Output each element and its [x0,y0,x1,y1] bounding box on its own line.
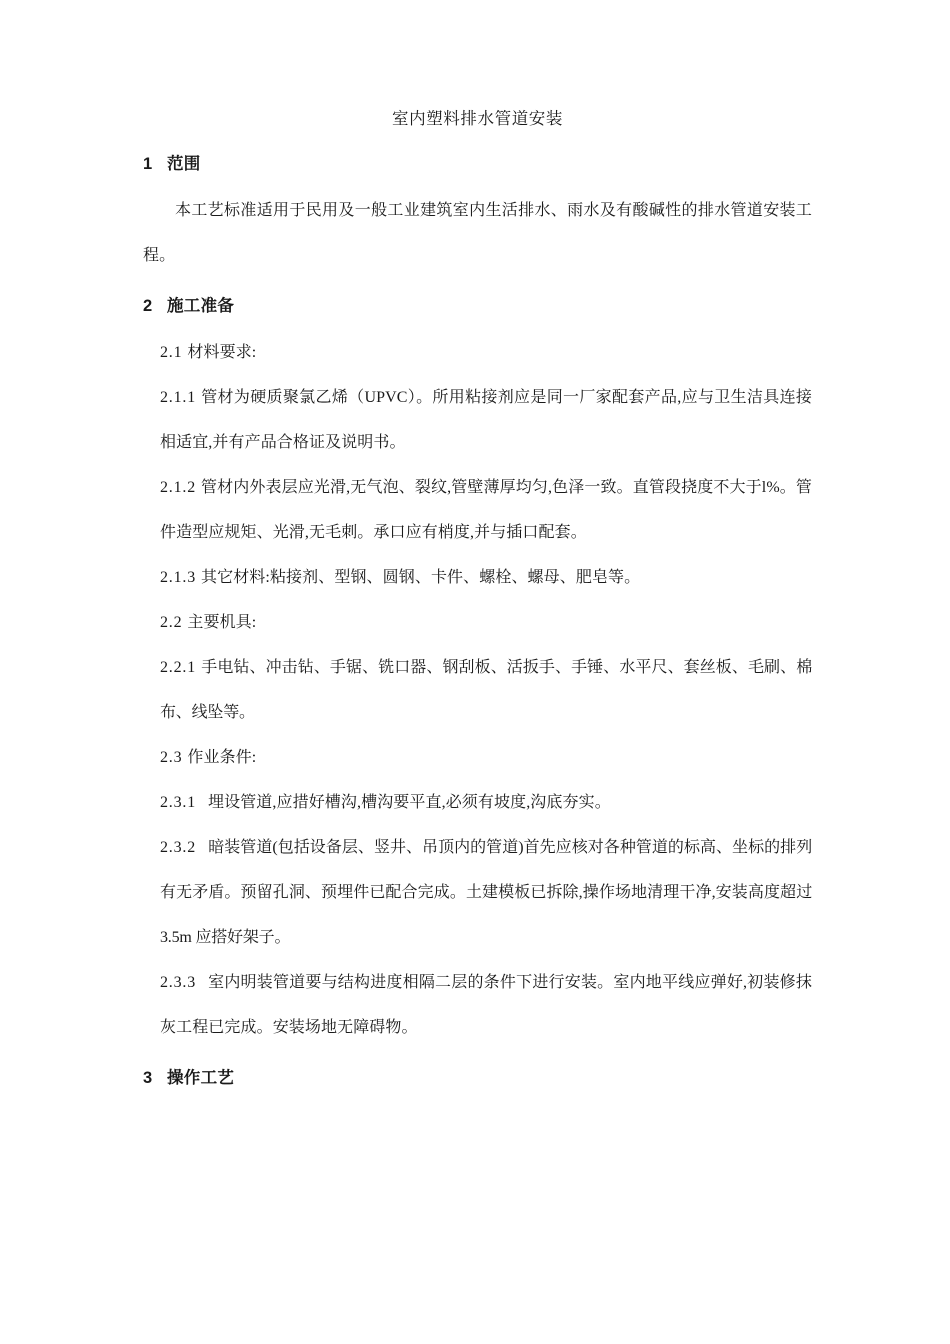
clause-text: 主要机具: [187,614,257,631]
section-number-3: 3 [143,1069,153,1087]
clause-number: 2.1.1 [160,389,196,406]
clause-2-3-3 [143,960,812,1050]
clause-2-3-2 [143,825,812,960]
section-heading-2 [143,292,812,320]
clause-number: 2.3.2 [160,839,196,856]
clause-2-2 [143,600,812,645]
clause-number: 2.3.3 [160,974,196,991]
section-title-2: 施工准备 [167,297,235,315]
clause-text: 作业条件: [187,749,257,766]
clause-number: 2.2.1 [160,659,196,676]
clause-2-3-1 [143,780,812,825]
clause-2-3 [143,735,812,780]
clause-number: 2.2 [160,614,183,631]
section-heading-3 [143,1064,812,1092]
clause-number: 2.1.3 [160,569,196,586]
clause-2-1-1 [143,375,812,465]
document-body [143,104,812,1102]
clause-2-2-1 [143,645,812,735]
paragraph-1-1: 本工艺标准适用于民用及一般工业建筑室内生活排水、雨水及有酸碱性的排水管道安装工程。 [143,202,812,264]
section-title-1: 范围 [167,155,201,173]
clause-text: 室内明装管道要与结构进度相隔二层的条件下进行安装。室内地平线应弹好,初装修抹灰工程已完成。安装场地无障碍物。 [160,974,812,1036]
clause-2-1 [143,330,812,375]
clause-text: 管材为硬质聚氯乙烯（UPVC）。所用粘接剂应是同一厂家配套产品,应与卫生洁具连接相适宜,并有产品合格证及说明书。 [160,389,812,451]
section-title-3: 操作工艺 [167,1069,235,1087]
clause-text: 管材内外表层应光滑,无气泡、裂纹,管壁薄厚均匀,色泽一致。直管段挠度不大于l%。管件造型应规矩、光滑,无毛刺。承口应有梢度,并与插口配套。 [160,479,812,541]
clause-2-1-3 [143,555,812,600]
clause-number: 2.3.1 [160,794,196,811]
section-number-1: 1 [143,155,153,173]
clause-2-1-2 [143,465,812,555]
section-number-2: 2 [143,297,153,315]
document-title: 室内塑料排水管道安装 [392,109,563,128]
clause-text: 埋设管道,应措好槽沟,槽沟要平直,必须有坡度,沟底夯实。 [208,794,611,811]
section-heading-1 [143,150,812,178]
clause-text: 暗装管道(包括设备层、竖井、吊顶内的管道)首先应核对各种管道的标高、坐标的排列有无矛盾。预留孔洞、预埋件已配合完成。土建模板已拆除,操作场地清理干净,安装高度超过 3.5m 应搭好架子。 [160,839,812,946]
clause-number: 2.1 [160,344,183,361]
clause-number: 2.1.2 [160,479,196,496]
clause-text: 其它材料:粘接剂、型钢、圆钢、卡件、螺栓、螺母、肥皂等。 [201,569,641,586]
clause-number: 2.3 [160,749,183,766]
clause-text: 手电钻、冲击钻、手锯、铣口器、钢刮板、活扳手、手锤、水平尺、套丝板、毛刷、棉布、线坠等。 [160,659,812,721]
clause-text: 材料要求: [187,344,257,361]
